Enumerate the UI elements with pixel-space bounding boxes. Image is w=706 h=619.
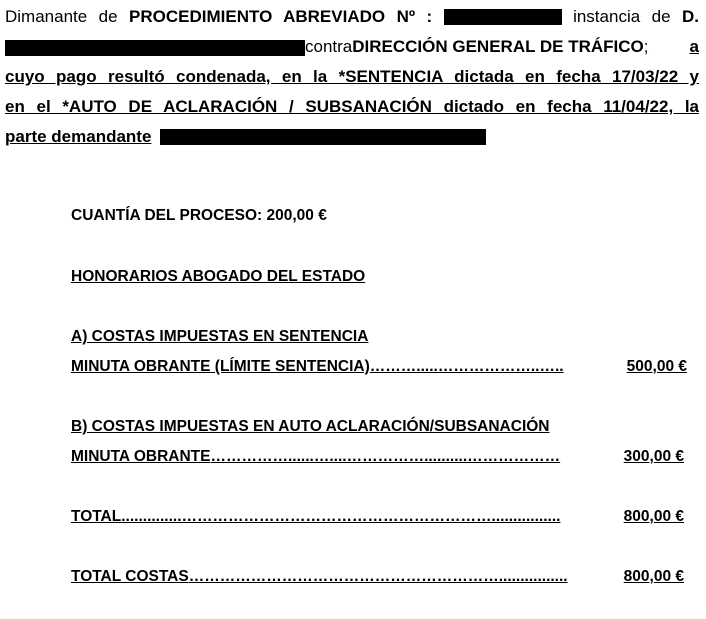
redaction-block [160,129,486,145]
redaction-block [5,40,305,56]
total-costas-row [71,562,684,592]
section-a-amount: 500,00 € [626,358,687,375]
text-a: a [689,37,699,56]
cuantia-proceso: CUANTÍA DEL PROCESO: 200,00 € [71,207,327,224]
section-b-minuta-row [71,442,684,472]
text-instancia: instancia de [573,7,682,26]
section-a-minuta-row [71,352,687,382]
text-d: D. [681,7,699,26]
paragraph-line-3: cuyo pago resultó condenada, en la *SENTENCIA dictada en fecha 17/03/22 y [5,67,699,86]
section-b-amount: 300,00 € [623,448,684,465]
text-procedimiento: PROCEDIMIENTO ABREVIADO Nº : [129,7,433,26]
total-amount: 800,00 € [623,508,684,525]
total-costas-label: TOTAL COSTAS [71,568,189,585]
section-b-label: MINUTA OBRANTE [71,448,211,465]
total-row [71,502,684,532]
section-a-label: MINUTA OBRANTE (LÍMITE SENTENCIA) [71,358,370,375]
text-parte-demandante: parte demandante [5,127,152,146]
section-a-dots: ……….....………………..….. [369,358,564,375]
paragraph-line-2 [5,32,699,62]
total-label: TOTAL [71,508,122,525]
text-dgt: DIRECCIÓN GENERAL DE TRÁFICO [352,37,644,56]
text-contra: contra [305,37,353,56]
total-costas-dots: ……………………………………………………................ [188,568,568,585]
honorarios-title: HONORARIOS ABOGADO DEL ESTADO [71,268,366,285]
section-a-title: A) COSTAS IMPUESTAS EN SENTENCIA [71,328,369,345]
text-dimanante: Dimanante de [5,7,130,26]
paragraph-line-5 [5,122,486,152]
paragraph-line-4: en el *AUTO DE ACLARACIÓN / SUBSANACIÓN dictado en fecha 11/04/22, la [5,97,699,116]
paragraph-line-1 [5,2,699,32]
redaction-block [444,9,562,25]
total-dots: ..............……………………………………………………................ [121,508,561,525]
section-b-dots: ……………......…....……………..........……………… [210,448,561,465]
text-semicolon: ; [643,37,649,56]
total-costas-amount: 800,00 € [623,568,684,585]
section-b-title: B) COSTAS IMPUESTAS EN AUTO ACLARACIÓN/SUBSANACIÓN [71,418,550,435]
